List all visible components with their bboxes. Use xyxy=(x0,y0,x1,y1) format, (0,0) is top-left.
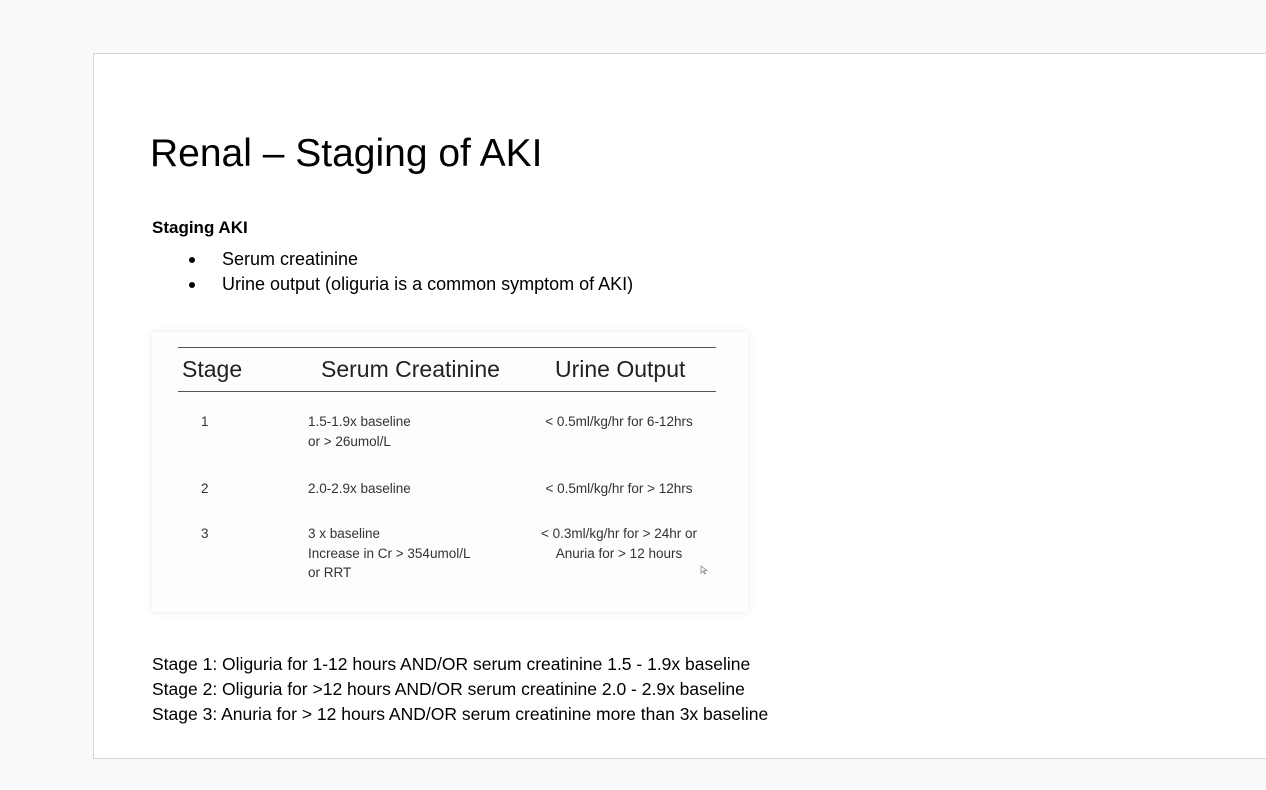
table-cell-creatinine xyxy=(308,524,470,583)
table-cell-line: < 0.5ml/kg/hr for > 12hrs xyxy=(545,481,693,496)
table-cell-line: < 0.3ml/kg/hr for > 24hr or xyxy=(540,526,698,541)
table-cell-line: or > 26umol/L xyxy=(308,433,391,449)
bullet-dot-icon xyxy=(189,282,195,288)
mouse-pointer-icon xyxy=(700,565,708,575)
section-subheading[interactable]: Staging AKI xyxy=(152,218,248,237)
table-cell-line: Increase in Cr > 354umol/L xyxy=(308,545,471,561)
table-cell-stage: 1 xyxy=(201,414,209,429)
aki-staging-table-image[interactable] xyxy=(152,332,748,612)
table-cell-urine xyxy=(519,412,719,432)
bullet-text: Urine output (oliguria is a common symptom of AKI) xyxy=(222,274,634,294)
table-header-serum-creatinine: Serum Creatinine xyxy=(321,356,500,382)
bullet-item[interactable] xyxy=(152,272,633,297)
stage-note: Stage 2: Oliguria for >12 hours AND/OR serum creatinine 2.0 - 2.9x baseline xyxy=(152,679,745,699)
slide[interactable] xyxy=(93,53,1266,759)
bullet-dot-icon xyxy=(189,257,195,263)
table-cell-line: 2.0-2.9x baseline xyxy=(308,481,411,496)
stage-notes[interactable] xyxy=(152,652,768,727)
table-cell-line: 1.5-1.9x baseline xyxy=(308,414,411,429)
table-cell-stage: 3 xyxy=(201,526,209,541)
table-header-stage: Stage xyxy=(182,356,243,382)
stage-note: Stage 1: Oliguria for 1-12 hours AND/OR serum creatinine 1.5 - 1.9x baseline xyxy=(152,654,751,674)
table-top-rule xyxy=(178,347,716,348)
bullet-text: Serum creatinine xyxy=(222,249,359,269)
table-cell-urine xyxy=(519,479,719,499)
table-cell-line: or RRT xyxy=(308,565,352,580)
table-cell-line: Anuria for > 12 hours xyxy=(555,545,683,561)
table-header-rule xyxy=(178,391,716,392)
table-cell-creatinine xyxy=(308,412,411,451)
table-cell-urine xyxy=(519,524,719,563)
table-cell-line: 3 x baseline xyxy=(308,526,381,541)
bullet-list[interactable] xyxy=(152,247,633,297)
table-cell-stage: 2 xyxy=(201,481,209,496)
bullet-item[interactable] xyxy=(152,247,633,272)
table-header-urine-output: Urine Output xyxy=(555,356,686,382)
stage-note: Stage 3: Anuria for > 12 hours AND/OR serum creatinine more than 3x baseline xyxy=(152,704,769,724)
table-cell-line: < 0.5ml/kg/hr for 6-12hrs xyxy=(545,414,693,429)
slide-title[interactable]: Renal – Staging of AKI xyxy=(150,132,543,175)
table-cell-creatinine xyxy=(308,479,411,499)
